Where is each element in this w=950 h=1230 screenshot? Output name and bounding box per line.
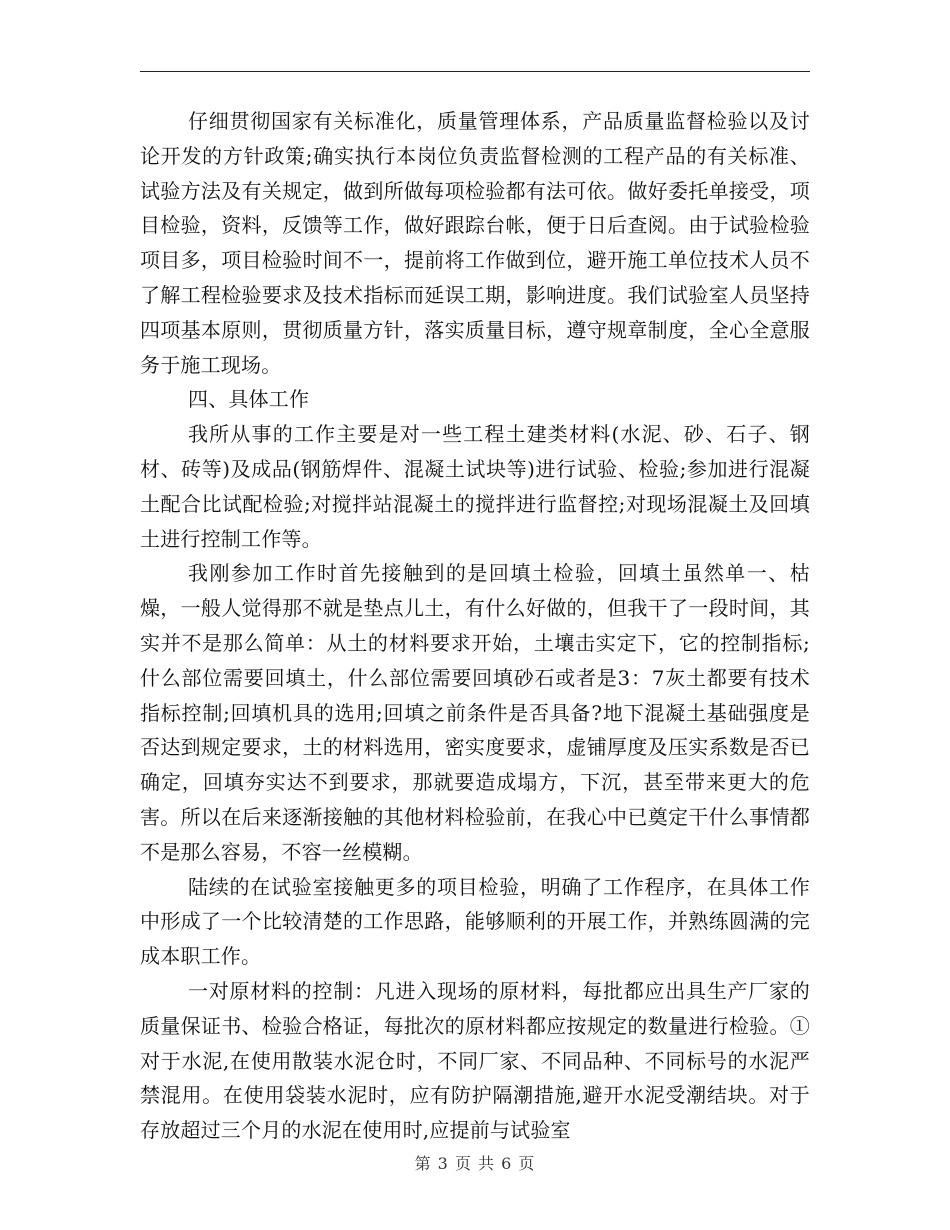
paragraph-quality-policy: 仔细贯彻国家有关标准化，质量管理体系，产品质量监督检验以及讨论开发的方针政策;确实执行本岗位负责监督检测的工程产品的有关标准、试验方法及有关规定，做到所做每项检验都有法可依。做好委托单接受，项目检验，资料，反馈等工作，做好跟踪台帐，便于日后查阅。由于试验检验项目多，项目检验时间不一，提前将工作做到位，避开施工单位技术人员不了解工程检验要求及技术指标而延误工期，影响进度。我们试验室人员坚持四项基本原则，贯彻质量方针，落实质量目标，遵守规章制度，全心全意服务于施工现场。 xyxy=(140,109,810,377)
section-heading-specific-work: 四、具体工作 xyxy=(188,387,310,412)
header-rule xyxy=(140,71,810,72)
page-number-footer: 第 3 页 共 6 页 xyxy=(414,1154,536,1173)
paragraph-work-scope: 我所从事的工作主要是对一些工程土建类材料(水泥、砂、石子、钢材、砖等)及成品(钢筋焊件、混凝土试块等)进行试验、检验;参加进行混凝土配合比试配检验;对搅拌站混凝土的搅拌进行监督控;对现场混凝土及回填土进行控制工作等。 xyxy=(140,422,810,551)
paragraph-raw-material-control: 一对原材料的控制：凡进入现场的原材料，每批都应出具生产厂家的质量保证书、检验合格证，每批次的原材料都应按规定的数量进行检验。①对于水泥,在使用散装水泥仓时，不同厂家、不同品种、不同标号的水泥严禁混用。在使用袋装水泥时，应有防护隔潮措施,避开水泥受潮结块。对于存放超过三个月的水泥在使用时,应提前与试验室 xyxy=(140,978,810,1143)
document-body xyxy=(140,104,810,1148)
paragraph-backfill-inspection: 我刚参加工作时首先接触到的是回填土检验，回填土虽然单一、枯燥，一般人觉得那不就是垫点儿土，有什么好做的，但我干了一段时间，其实并不是那么简单：从土的材料要求开始，土壤击实定下，它的控制指标;什么部位需要回填土，什么部位需要回填砂石或者是3：7灰土都要有技术指标控制;回填机具的选用;回填之前条件是否具备?地下混凝土基础强度是否达到规定要求，土的材料选用，密实度要求，虚铺厚度及压实系数是否已确定，回填夯实达不到要求，那就要造成塌方，下沉，甚至带来更大的危害。所以在后来逐渐接触的其他材料检验前，在我心中已奠定干什么事情都不是那么容易，不容一丝模糊。 xyxy=(140,561,810,864)
paragraph-work-procedure: 陆续的在试验室接触更多的项目检验，明确了工作程序，在具体工作中形成了一个比较清楚的工作思路，能够顺利的开展工作，并熟练圆满的完成本职工作。 xyxy=(140,874,810,969)
